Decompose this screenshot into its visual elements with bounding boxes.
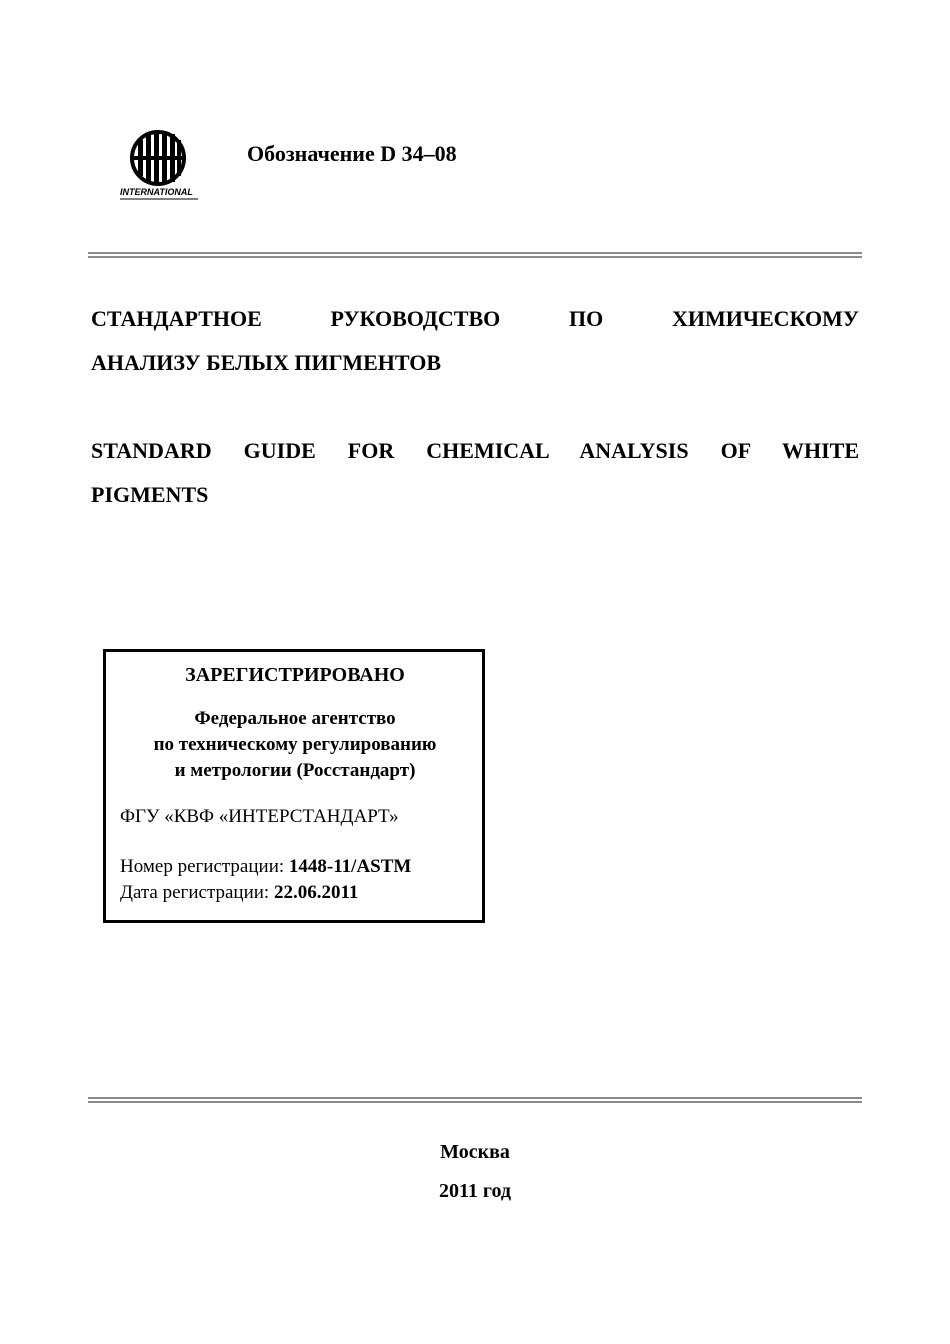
astm-logo-icon [116, 126, 204, 202]
registration-date-label: Дата регистрации: [120, 882, 270, 903]
publication-city: Москва [440, 1141, 510, 1163]
agency-name [120, 706, 470, 784]
agency-line2: по техническому регулированию [153, 734, 437, 755]
registering-organization: ФГУ «КВФ «ИНТЕРСТАНДАРТ» [120, 806, 399, 827]
title-english-line1: STANDARD GUIDE FOR CHEMICAL ANALYSIS OF WHITE [91, 438, 859, 463]
registration-number-row [120, 854, 470, 880]
bottom-divider [88, 1097, 862, 1103]
publication-year: 2011 год [438, 1180, 512, 1202]
registration-number-value: 1448-11/ASTM [288, 856, 412, 877]
registration-date-row [120, 880, 470, 906]
registration-date-value: 22.06.2011 [273, 882, 359, 903]
title-english [91, 429, 859, 517]
logo-text: INTERNATIONAL [120, 187, 193, 197]
registration-number-label: Номер регистрации: [120, 856, 285, 877]
registration-heading: ЗАРЕГИСТРИРОВАНО [185, 664, 405, 686]
registration-details [120, 854, 470, 906]
title-russian [91, 297, 859, 385]
agency-line1: Федеральное агентство [194, 708, 396, 729]
document-designation: Обозначение D 34–08 [247, 141, 457, 166]
top-divider [88, 252, 862, 258]
title-russian-line2: АНАЛИЗУ БЕЛЫХ ПИГМЕНТОВ [91, 350, 442, 375]
registration-stamp [103, 649, 485, 923]
agency-line3: и метрологии (Росстандарт) [174, 760, 416, 781]
title-russian-line1: СТАНДАРТНОЕ РУКОВОДСТВО ПО ХИМИЧЕСКОМУ [91, 306, 859, 331]
astm-logo [116, 126, 204, 202]
title-english-line2: PIGMENTS [91, 482, 209, 507]
